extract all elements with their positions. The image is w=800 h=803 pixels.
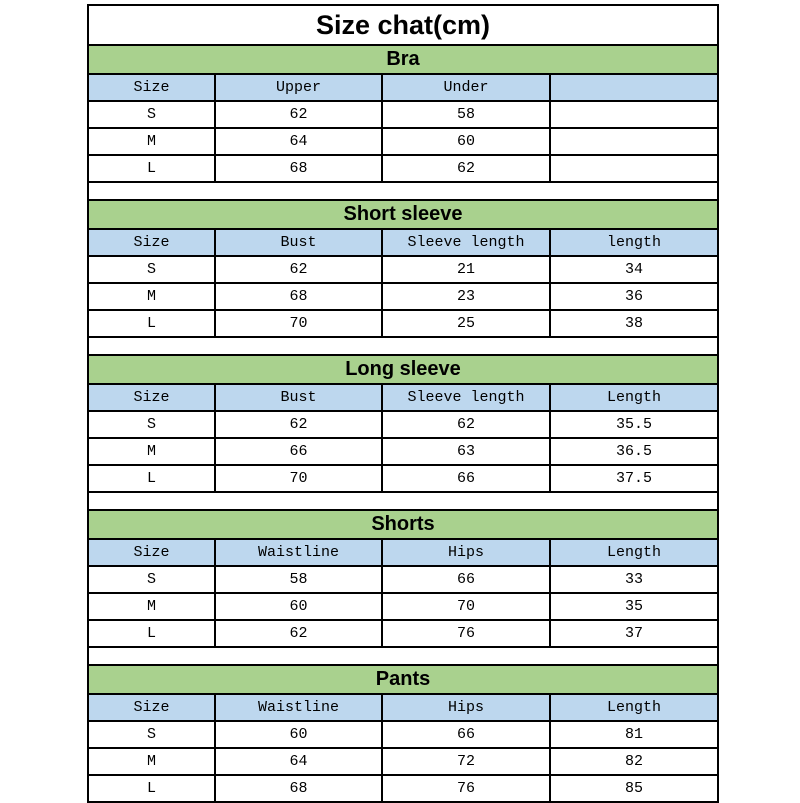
table-cell: 62	[383, 412, 551, 437]
table-header-row	[89, 385, 717, 412]
section-shorts	[89, 511, 717, 648]
column-header: Length	[606, 389, 661, 406]
table-cell: 64	[216, 749, 383, 774]
table-cell: 62	[216, 621, 383, 646]
table-cell: 60	[216, 722, 383, 747]
table-cell: 60	[383, 129, 551, 154]
table-cell: L	[89, 311, 216, 336]
section-bra	[89, 46, 717, 183]
table-cell: 35.5	[615, 416, 652, 433]
table-cell: 62	[216, 412, 383, 437]
section-long-sleeve	[89, 356, 717, 493]
column-header: Size	[89, 540, 216, 565]
table-cell: 66	[383, 722, 551, 747]
table-cell: 58	[216, 567, 383, 592]
section-spacer	[89, 338, 717, 356]
table-cell: 33	[624, 571, 643, 588]
table-header-row	[89, 695, 717, 722]
table-cell: 68	[216, 776, 383, 801]
table-row	[89, 257, 717, 284]
section-title: Shorts	[89, 511, 717, 540]
table-cell	[551, 102, 717, 127]
table-cell: 66	[216, 439, 383, 464]
table-cell: 60	[216, 594, 383, 619]
table-cell: 85	[624, 780, 643, 797]
table-header-row	[89, 230, 717, 257]
column-header: length	[606, 234, 661, 251]
table-cell: 62	[216, 257, 383, 282]
table-cell: M	[89, 594, 216, 619]
table-row	[89, 567, 717, 594]
table-header-row	[89, 75, 717, 102]
table-row	[89, 722, 717, 749]
column-header: Sleeve length	[383, 230, 551, 255]
section-title: Long sleeve	[89, 356, 717, 385]
column-header: Hips	[383, 540, 551, 565]
table-row	[89, 102, 717, 129]
table-cell: 64	[216, 129, 383, 154]
column-header: Hips	[383, 695, 551, 720]
sections-container	[89, 46, 717, 801]
column-header: Size	[89, 695, 216, 720]
table-row	[89, 156, 717, 183]
table-cell: 68	[216, 156, 383, 181]
table-cell: 70	[383, 594, 551, 619]
table-cell: 66	[383, 567, 551, 592]
table-cell: L	[89, 621, 216, 646]
table-row	[89, 412, 717, 439]
table-cell: 35	[624, 598, 643, 615]
table-cell: 37	[624, 625, 643, 642]
table-cell: 82	[624, 753, 643, 770]
table-cell: S	[89, 257, 216, 282]
chart-title: Size chat(cm)	[89, 6, 717, 46]
column-header: Sleeve length	[383, 385, 551, 410]
table-cell: S	[89, 567, 216, 592]
size-chart	[87, 4, 719, 803]
table-cell: 66	[383, 466, 551, 491]
section-spacer	[89, 493, 717, 511]
table-cell: L	[89, 776, 216, 801]
table-row	[89, 594, 717, 621]
table-cell: 25	[383, 311, 551, 336]
table-cell	[551, 129, 717, 154]
table-cell: 21	[383, 257, 551, 282]
table-cell: M	[89, 439, 216, 464]
table-cell: 72	[383, 749, 551, 774]
table-cell: 62	[216, 102, 383, 127]
table-cell: 76	[383, 776, 551, 801]
section-short-sleeve	[89, 201, 717, 338]
table-cell: 36	[624, 288, 643, 305]
section-title: Pants	[89, 666, 717, 695]
table-cell: L	[89, 156, 216, 181]
column-header: Size	[89, 230, 216, 255]
table-cell: 38	[624, 315, 643, 332]
table-cell: 34	[624, 261, 643, 278]
table-cell: M	[89, 284, 216, 309]
column-header	[551, 75, 717, 100]
table-row	[89, 621, 717, 648]
table-cell: M	[89, 129, 216, 154]
table-row	[89, 749, 717, 776]
table-cell: 68	[216, 284, 383, 309]
column-header: Length	[606, 544, 661, 561]
table-cell: 70	[216, 466, 383, 491]
section-spacer	[89, 648, 717, 666]
table-cell: L	[89, 466, 216, 491]
table-row	[89, 439, 717, 466]
table-cell: 23	[383, 284, 551, 309]
table-cell: S	[89, 722, 216, 747]
section-title: Bra	[89, 46, 717, 75]
table-header-row	[89, 540, 717, 567]
section-title: Short sleeve	[89, 201, 717, 230]
table-row	[89, 284, 717, 311]
table-cell: M	[89, 749, 216, 774]
table-cell: 81	[624, 726, 643, 743]
column-header: Under	[383, 75, 551, 100]
column-header: Waistline	[216, 540, 383, 565]
column-header: Size	[89, 75, 216, 100]
table-cell: 58	[383, 102, 551, 127]
table-row	[89, 776, 717, 801]
section-spacer	[89, 183, 717, 201]
table-cell: S	[89, 412, 216, 437]
table-cell: 62	[383, 156, 551, 181]
table-row	[89, 311, 717, 338]
table-cell: S	[89, 102, 216, 127]
column-header: Length	[606, 699, 661, 716]
table-row	[89, 466, 717, 493]
table-cell: 37.5	[615, 470, 652, 487]
column-header: Size	[89, 385, 216, 410]
column-header: Upper	[216, 75, 383, 100]
table-row	[89, 129, 717, 156]
table-cell: 63	[383, 439, 551, 464]
column-header: Waistline	[216, 695, 383, 720]
table-cell: 36.5	[615, 443, 652, 460]
table-cell: 70	[216, 311, 383, 336]
table-cell: 76	[383, 621, 551, 646]
column-header: Bust	[216, 230, 383, 255]
table-cell	[551, 156, 717, 181]
section-pants	[89, 666, 717, 801]
column-header: Bust	[216, 385, 383, 410]
